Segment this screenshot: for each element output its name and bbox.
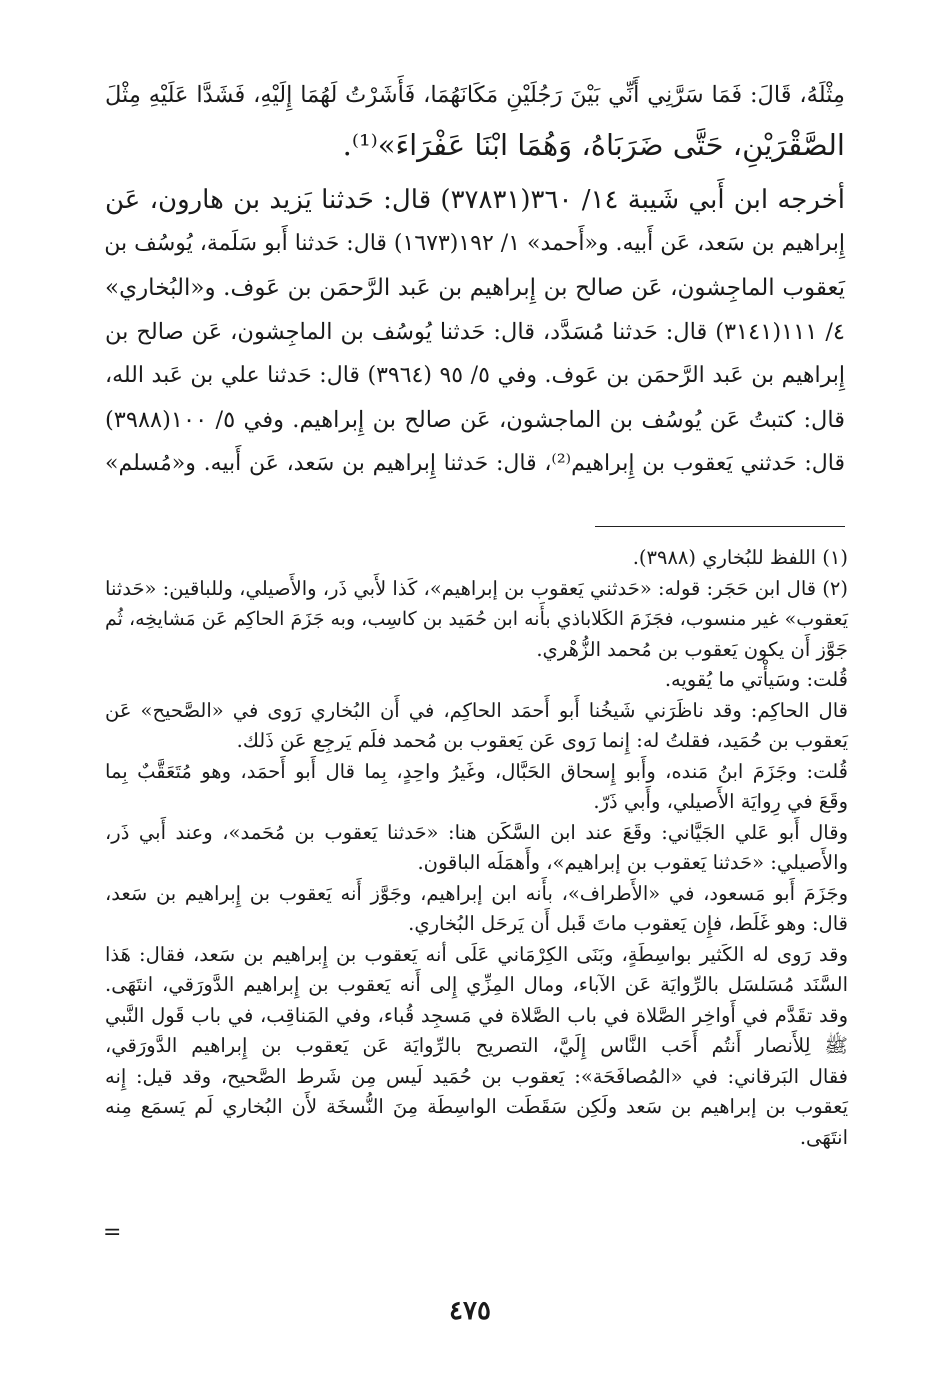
takhrij-line: يَعقوب الماجِشون، عَن صالح بن إِبراهيم بن عَبد الرَّحمَن بن عَوف. و«البُخاري» xyxy=(105,275,845,301)
footnote-line: ﷺ لِلأَنصار أَنتُم أَحَب النَّاس إِلَيَّ، التصريح بالرِّوايَة عَن يَعقوب بن إِبراهيم الدَّورَقي، xyxy=(105,1034,848,1057)
footnotes xyxy=(105,543,848,1153)
footnote-line: وقَعَ في رِوايَة الأَصيلي، وأَبي ذَرّ. xyxy=(593,790,848,813)
footnote-line: يَعقوب بن حُمَيد، فقلتُ له: إِنما رَوى عَن يَعقوب بن مُحمد فلَم يَرجِع عَن ذَلك. xyxy=(236,729,848,752)
hadith-line: مِثْلَهُ، قَالَ: فَمَا سَرَّنِي أَنِّي بَيْنَ رَجُلَيْنِ مَكَانَهُمَا، فَأَشَرْتُ لَهُمَا إِلَيْهِ، فَشَدَّا عَلَيْهِ مِثْلَ xyxy=(105,82,845,108)
footnote-line: وقد تقَدَّم في أَواخِر الصَّلاة في باب الصَّلاة في مَسجِد قُباء، وفي المَناقِب، في باب قَول النَّبي xyxy=(105,1003,848,1027)
footnote-line: قُلت: وجَزَمَ ابنُ مَنده، وأَبو إِسحاق الحَبَّال، وغَيرُ واحِدٍ، بِما قال أَبو أَحمَد، وهو مُتَعَقَّبٌ بِما xyxy=(105,759,848,783)
takhrij-line: إِبراهيم بن عَبد الرَّحمَن بن عَوف. وفي ٥/ ٩٥ (٣٩٦٤) قال: حَدثنا علي بن عَبد الله، xyxy=(105,363,845,388)
footnote-line: فقال البَرقاني: في «المُصافَحَة»: يَعقوب بن حُمَيد لَيس مِن شَرط الصَّحيح، وقد قيل: إِنه xyxy=(105,1064,848,1088)
footnote-line: انتَهَى. xyxy=(799,1125,848,1149)
footnote-line: قال الحاكِم: وقد ناظَرَني شَيخُنا أَبو أَحمَد الحاكِم، في أَن البُخاري رَوى في «الصَّحيح» عَن xyxy=(105,698,848,722)
footnote-separator xyxy=(595,526,845,527)
takhrij-line: قال: كتبتُ عَن يُوسُف بن الماجشون، عَن صالح بن إِبراهيم. وفي ٥/ ١٠٠(٣٩٨٨) xyxy=(105,407,845,433)
footnote-line: السَّنَد مُسَلسَل بالرِّوايَة عَن الآباء، ومال المِزِّي إِلى أَنه يَعقوب بن إِبراهيم الدَّورَقي، انتَهَى. xyxy=(105,973,848,996)
footnote-line: والأَصيلي: «حَدثنا يَعقوب بن إبراهيم»، وأَهمَلَه الباقون. xyxy=(417,851,848,874)
footnote-line: قال: وهو غَلَط، فإِن يَعقوب ماتَ قَبل أَن يَرحَل البُخاري. xyxy=(408,912,848,935)
footnote-line: وقد رَوى له الكَثير بواسِطَةٍ، وبَنَى الكِرْمَاني عَلَى أنه يَعقوب بن إِبراهيم بن سَعد، فقال: هَذا xyxy=(105,942,848,966)
footnote-line: يَعقوب» غير منسوب، فجَزَمَ الكَلاباذي بأَنه ابن حُمَيد بن كاسِب، وبه جَزَمَ الحاكِم عَن مَشايخِه، ثُم xyxy=(104,608,848,630)
takhrij-line: قال: حَدثني يَعقوب بن إِبراهيم⁽²⁾، قال: حَدثنا إِبراهيم بن سَعد، عَن أَبيه. و«مُسلم» xyxy=(105,451,845,476)
footnote-line: قُلت: وسَيأْتي ما يُقويه. xyxy=(664,668,848,691)
takhrij-line: أخرجه ابن أَبي شَيبة ١٤/ ٣٦٠(٣٧٨٣١) قال: حَدثنا يَزيد بن هارون، عَن xyxy=(105,185,845,215)
footnote-line: وقال أَبو عَلي الجَيَّاني: وقَعَ عند ابن السَّكَن هنا: «حَدثنا يَعقوب بن مُحَمد»، وعند أَبي ذَر، xyxy=(105,820,848,844)
hadith-line: الصَّقْرَيْنِ، حَتَّى ضَرَبَاهُ، وَهُمَا ابْنَا عَفْرَاءَ»⁽¹⁾. xyxy=(342,128,845,162)
takhrij-line: إِبراهيم بن سَعد، عَن أَبيه. و«أَحمد» ١/ ١٩٢(١٦٧٣) قال: حَدثنا أَبو سَلَمة، يُوسُف بن xyxy=(104,231,845,256)
footnote-line: جَوَّز أَن يكون يَعقوب بن مُحمد الزُّهْري. xyxy=(536,637,848,661)
main-text xyxy=(105,70,845,486)
takhrij-line: ٤/ ١١١(٣١٤١) قال: حَدثنا مُسَدَّد، قال: حَدثنا يُوسُف بن الماجِشون، عَن صالح بن xyxy=(105,319,845,345)
footnote-line: (١) اللفظ للبُخاري (٣٩٨٨). xyxy=(632,546,848,569)
footnote-line: (٢) قال ابن حَجَر: قوله: «حَدثني يَعقوب بن إبراهيم»، كَذا لأَبي ذَر، والأَصيلي، وللباقين: «حَدثنا xyxy=(105,576,848,600)
page-number: ٤٧٥ xyxy=(449,1296,491,1326)
continuation-mark: = xyxy=(103,1220,122,1245)
footnote-line: وجَزَمَ أَبو مَسعود، في «الأَطراف»، بأَنه ابن إبراهيم، وجَوَّز أَنه يَعقوب بن إِبراهيم بن سَعد، xyxy=(105,881,848,905)
footnote-line: يَعقوب بن إبراهيم بن سَعد ولَكِن سَقَطَت الواسِطَة مِنَ النُّسخَة لأَن البُخاري لَم يَسمَع مِنه xyxy=(105,1095,848,1118)
